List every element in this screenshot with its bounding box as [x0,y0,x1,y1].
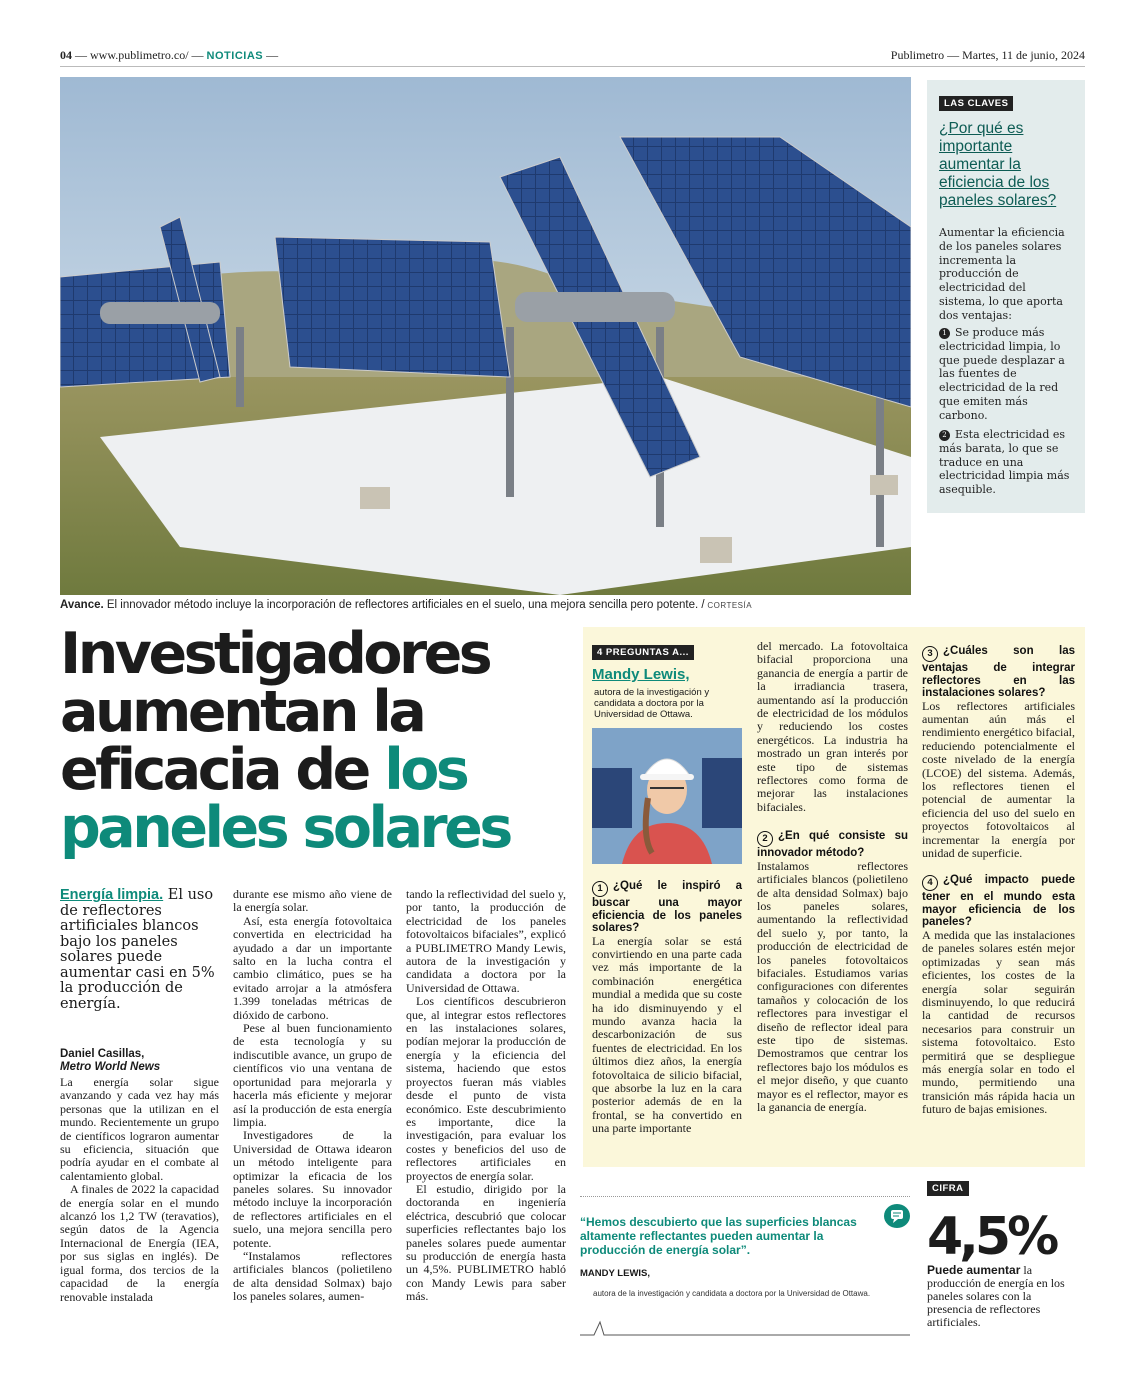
byline [60,1048,160,1074]
answer-column-3 [922,645,1075,1117]
body-paragraph: El estudio, dirigido por la doctoranda en ingeniería eléctrica, descubrió que colocar superficies reflectantes bajo los paneles solares puede aumentar su producción de energía hasta un 4,5%. PUBLIMETRO habló con Mandy Lewis para saber más. [406,1181,566,1304]
question-1-number: 1 [592,881,608,897]
cifra-text [927,1264,1077,1329]
headline [60,621,580,861]
caption-lead: Avance. [60,599,104,611]
body-column-2 [233,888,392,1304]
answer-3: Los reflectores artificiales aumentan aún más el rendimiento energético bifacial, reduciendo potencialmente el coste nivelado de la energía (LCOE) del sistema. Además, los reflectores tienen el potencial de aumentar la eficiencia del uso del suelo en proyectos fotovoltaicos al incrementar la energía por unidad de superficie. [922,698,1075,860]
claves-intro: Aumentar la eficiencia de los paneles solares incrementa la producción de electricidad del sistema, lo que aporta dos ventajas: [939,226,1065,322]
site-url[interactable]: — www.publimetro.co/ — [75,48,204,62]
claves-point-2 [939,428,1073,497]
question-4-text: ¿Qué impacto puede tener en el mundo esta mayor eficiencia de los paneles? [922,874,1075,929]
cifra-value: 4,5% [927,1207,1056,1267]
quote-top-rule [580,1196,910,1197]
claves-question: ¿Por qué es importante aumentar la eficiencia de los paneles solares? [939,120,1057,209]
question-2-text: ¿En qué consiste su innovador método? [757,830,908,860]
cifra-tag: CIFRA [927,1181,969,1196]
interviewee [592,666,742,720]
answer-column-2 [757,640,908,1115]
masthead-date: Publimetro — Martes, 11 de junio, 2024 [890,48,1085,62]
point-1-bullet: 1 [939,328,950,339]
point-2-bullet: 2 [939,430,950,441]
body-paragraph: La energía solar sigue avanzando y cada vez hay más personas que la utilizan en el mundo. Recientemente un grupo de científicos lograron aumentar su eficiencia, situación que podría ayudar en el combate al calentamiento global. [60,1075,219,1183]
photo-caption [60,599,960,611]
interviewee-portrait [592,728,742,864]
body-paragraph: Pese al buen funcionamiento de esta tecnología y su indiscutible avance, un grupo de científicos vio una ventana de oportunidad para mejorarla y hacerla más eficiente y mejorar así la producción de esta energía limpia. [233,1021,392,1129]
photo-credit: CORTESÍA [704,601,753,610]
quote-bottom-rule [580,1318,910,1336]
question-2-number: 2 [757,831,773,847]
author-org: Metro World News [60,1061,161,1073]
question-1 [592,880,742,935]
body-paragraph: tando la reflectividad del suelo y, por tanto, la producción de electricidad de los paneles fotovoltaicos bifaciales”, explicó a PUBLIMETRO Mandy Lewis, autora de la investigación y candidata a doctora por la Universidad de Ottawa. [406,887,566,995]
cifra-description: la producción de energía en los paneles solares con la presencia de reflectores artificiales. [927,1263,1065,1329]
body-paragraph: Los científicos descubrieron que, al integrar estos reflectores en las instalaciones solares, podían mejorar la producción de energía y la eficiencia del sistema, haciendo que estos proyectos fueran más viables desde el punto de vista económico. Este descubrimiento es importante, dice la investigación, para evaluar los costes y beneficios del uso de reflectores artificiales en proyectos de energía solar. [406,994,566,1183]
body-column-3 [406,888,566,1304]
interviewee-role: autora de la investigación y candidata a doctora por la Universidad de Ottawa. [594,687,710,720]
page-number: 04 [60,48,72,62]
point-1-text: Se produce más electricidad limpia, lo que puede desplazar a las fuentes de electricidad de la red que emiten más carbono. [939,326,1065,422]
answer-1: La energía solar se está convirtiendo en una parte cada vez más importante de la combinación energética mundial a medida que su coste ha ido disminuyendo y el mundo avanza hacia la descarbonización de sus fuentes de electricidad. En los últimos diez años, la energía fotovoltaica de silicio bifacial, que absorbe la luz en la cara posterior además de en la frontal, se ha convertido en una parte importante [592,933,742,1136]
headline-line-1: Investigadores [60,621,490,687]
question-1-text: ¿Qué le inspiró a buscar una mayor eficiencia de los paneles solares? [592,880,742,934]
headline-line-3 [60,737,580,803]
headline-line-2: aumentan la [60,679,424,745]
section-dash: — [266,48,279,62]
answer-2: Instalamos reflectores artificiales blancos (polietileno de alta densidad Solmax) bajo los paneles solares, aumentando la reflectividad del suelo y, por tanto, la producción de electricidad de los paneles fotovoltaicos bifaciales. Estudiamos varias configuraciones con diferentes tamaños y colocación de los reflectores para investigar el diseño de reflector ideal para este tipo de sistemas. Demostramos que centrar los reflectores bajo los módulos es el mejor diseño, y que cuanto mayor es el reflector, mayor es la ganancia de energía. [757,858,908,1115]
solar-panels-photo [60,77,911,595]
dek-lead: Energía limpia. [60,887,164,903]
chat-bubble-icon [884,1204,910,1228]
caption-text: El innovador método incluye la incorporación de reflectores artificiales en el suelo, una mejora sencilla pero potente. / [103,599,705,611]
question-2 [757,830,908,860]
interview-tag: 4 PREGUNTAS A... [592,645,694,660]
solar-field-illustration [60,77,911,595]
page-header-left [60,48,278,63]
portrait-illustration [592,728,742,864]
interviewee-name: Mandy Lewis, [592,666,690,683]
dek-text: El uso de reflectores artificiales blancos bajo los paneles solares puede aumentar casi en 5% la producción de energía. [60,887,215,1012]
claves-point-1 [939,326,1073,423]
answer-column-1 [592,880,742,1136]
pull-quote: “Hemos descubierto que las superficies blancas altamente reflectantes pueden aumentar la producción de energía solar”. [580,1215,857,1257]
question-3-text: ¿Cuáles son las ventajas de integrar reflectores en las instalaciones solares? [922,645,1075,699]
headline-line-3b: los [384,737,467,803]
cifra-lead: Puede aumentar [927,1263,1021,1277]
claves-tag: LAS CLAVES [939,96,1013,111]
question-3 [922,645,1075,700]
section-label: NOTICIAS [206,50,264,62]
body-paragraph: Así, esta energía fotovoltaica convertida en electricidad ha ayudado a dar un importante salto en la lucha contra el cambio climático, pues se ha evitado arrojar a la atmósfera 1.399 toneladas métricas de dióxido de carbono. [233,913,392,1022]
dek [60,888,222,1012]
body-paragraph: durante ese mismo año viene de la energía solar. [233,887,392,915]
body-paragraph: Investigadores de la Universidad de Ottawa idearon un método inteligente para optimizar la eficacia de los paneles solares. Su innovador método incluye la incorporación de reflectores artificiales en el suelo, una mejora sencilla pero potente. [233,1128,392,1250]
answer-4: A medida que las instalaciones de paneles solares estén mejor optimizadas y sean más eficientes, los costes de la energía solar seguirán disminuyendo, lo que reducirá la cantidad de recursos necesarios para construir un sistema fotovoltaico. Esto permitirá que se despliegue más energía solar en todo el mundo, permitiendo una transición más rápida hacia un futuro de bajas emisiones. [922,927,1075,1117]
key-points-box [927,80,1085,513]
point-2-text: Esta electricidad es más barata, lo que se traduce en una electricidad limpia más asequible. [939,428,1070,497]
header-rule [60,66,1085,67]
body-paragraph: A finales de 2022 la capacidad de energía solar en el mundo alcanzó los 1,2 TW (teravatios), según datos de la Agencia Internacional de Energía (IEA, por sus siglas en inglés). De igual forma, dos tercios de la capacidad de la energía renovable instalada [60,1182,219,1304]
question-4 [922,874,1075,929]
quote-attribution-role: autora de la investigación y candidata a doctora por la Universidad de Ottawa. [593,1289,871,1298]
question-4-number: 4 [922,875,938,891]
headline-line-4: paneles solares [60,795,510,861]
quote-attribution-name: MANDY LEWIS, [580,1268,651,1279]
body-paragraph: “Instalamos reflectores artificiales blancos (polietileno de alta densidad Solmax) bajo los paneles solares, aumen- [233,1248,392,1304]
answer-1-continued: del mercado. La fotovoltaica bifacial proporciona una ganancia de energía a partir de la irradiancia trasera, aumentando así la producción de electricidad de los módulos y reduciendo los costes energéticos. La industria ha mostrado un gran interés por este tipo de sistemas reflectores como forma de mejorar las instalaciones bifaciales. [757,639,908,814]
headline-line-3a: eficacia de [60,737,385,803]
question-3-number: 3 [922,646,938,662]
body-column-1 [60,1076,219,1304]
author-name: Daniel Casillas, [60,1048,145,1060]
